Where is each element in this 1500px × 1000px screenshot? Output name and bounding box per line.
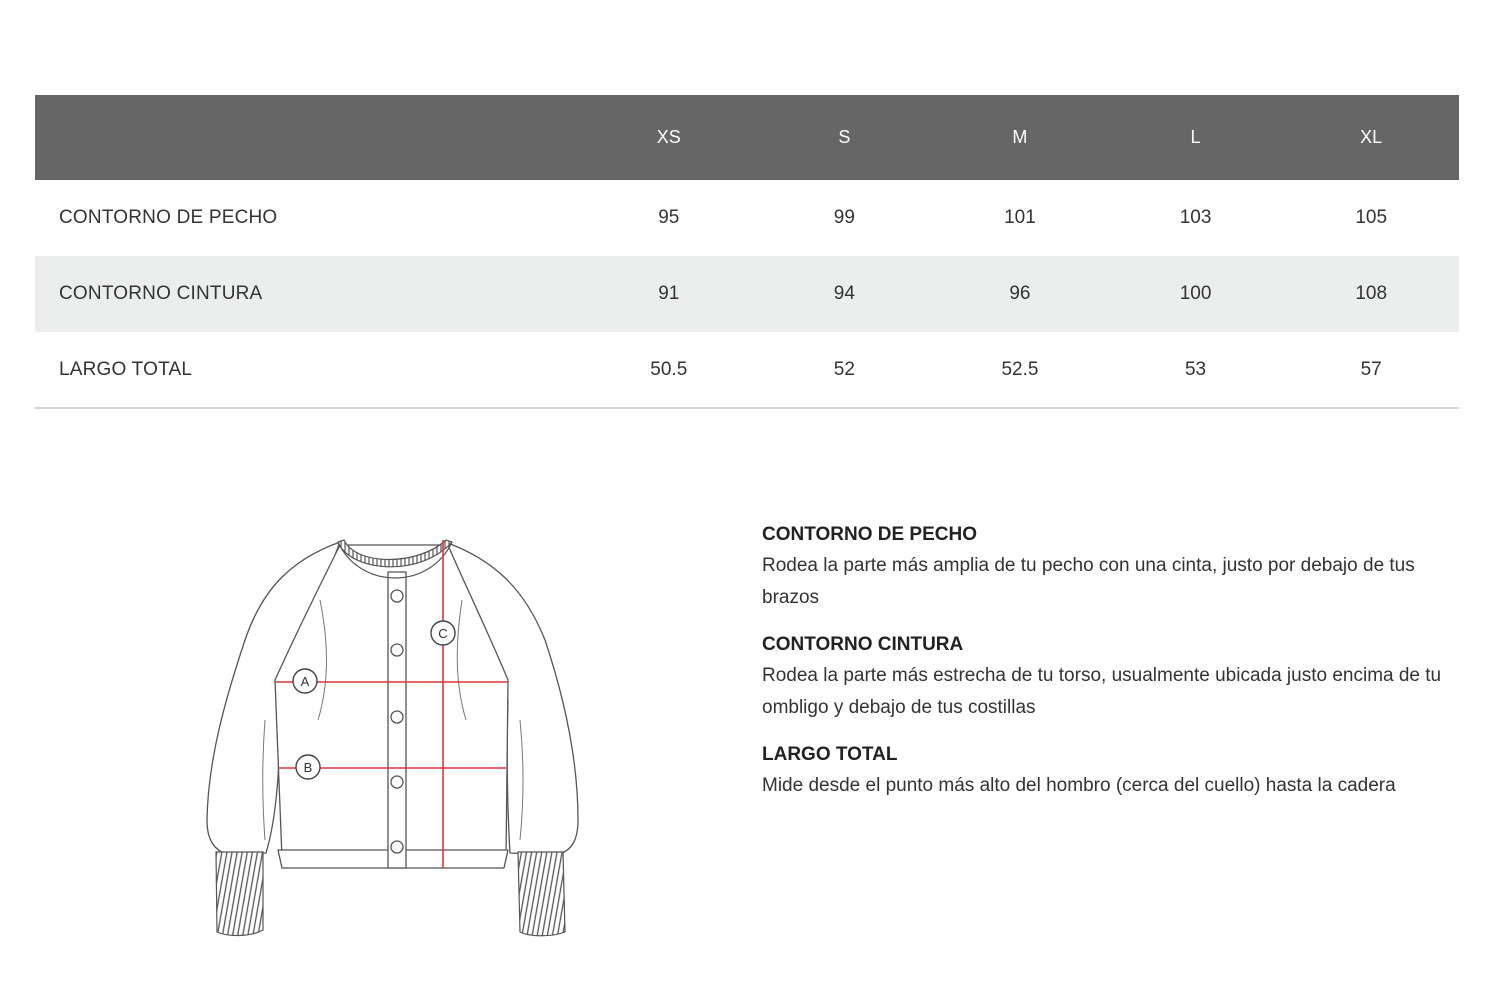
size-header-l: L	[1190, 127, 1201, 147]
row-label-length: LARGO TOTAL	[59, 358, 193, 380]
guide-text: Rodea la parte más amplia de tu pecho con una cinta, justo por debajo de tus brazos	[762, 555, 1415, 608]
table-cell: 100	[1179, 283, 1212, 304]
table-cell: 94	[833, 283, 855, 304]
button-icon	[391, 841, 403, 853]
guide-item-chest	[762, 522, 1452, 614]
marker-b-label: B	[303, 760, 313, 775]
table-cell: 57	[1360, 358, 1382, 380]
marker-a-label: A	[300, 674, 310, 689]
button-icon	[391, 590, 403, 602]
table-cell: 99	[833, 207, 855, 228]
table-row	[35, 256, 1459, 332]
guide-title: CONTORNO DE PECHO	[762, 524, 978, 545]
guide-text: Rodea la parte más estrecha de tu torso, usualmente ubicada justo encima de tu ombligo y debajo de tus costillas	[762, 665, 1442, 718]
table-cell: 95	[658, 207, 680, 228]
measurement-guide	[762, 522, 1452, 820]
left-cuff	[216, 852, 263, 936]
row-label-chest: CONTORNO DE PECHO	[59, 207, 278, 228]
table-row	[35, 332, 1459, 408]
jacket-measurement-illustration	[195, 528, 595, 948]
size-header-s: S	[838, 127, 851, 147]
row-label-waist: CONTORNO CINTURA	[59, 283, 263, 304]
size-header-xs: XS	[656, 127, 681, 147]
table-cell: 50.5	[650, 358, 688, 380]
guide-title: LARGO TOTAL	[762, 744, 898, 765]
table-cell: 91	[658, 283, 680, 304]
button-icon	[391, 776, 403, 788]
guide-item-waist	[762, 632, 1452, 724]
size-header-xl: XL	[1360, 127, 1383, 147]
marker-c-label: C	[438, 626, 448, 641]
button-icon	[391, 644, 403, 656]
header-empty-cell	[35, 95, 581, 180]
table-cell: 96	[1009, 283, 1031, 304]
guide-text: Mide desde el punto más alto del hombro (cerca del cuello) hasta la cadera	[762, 775, 1396, 796]
table-cell: 52.5	[1001, 358, 1039, 380]
table-cell: 108	[1355, 283, 1388, 304]
table-cell: 101	[1004, 207, 1036, 228]
table-cell: 52	[833, 358, 855, 380]
right-cuff	[518, 852, 565, 936]
size-header-row	[35, 95, 1459, 180]
size-chart-table	[35, 95, 1459, 409]
table-row	[35, 180, 1459, 256]
guide-item-length	[762, 742, 1452, 802]
table-cell: 105	[1355, 207, 1388, 228]
guide-title: CONTORNO CINTURA	[762, 634, 964, 655]
table-cell: 53	[1184, 358, 1207, 380]
table-cell: 103	[1179, 207, 1212, 228]
size-header-m: M	[1012, 127, 1028, 147]
button-icon	[391, 711, 403, 723]
